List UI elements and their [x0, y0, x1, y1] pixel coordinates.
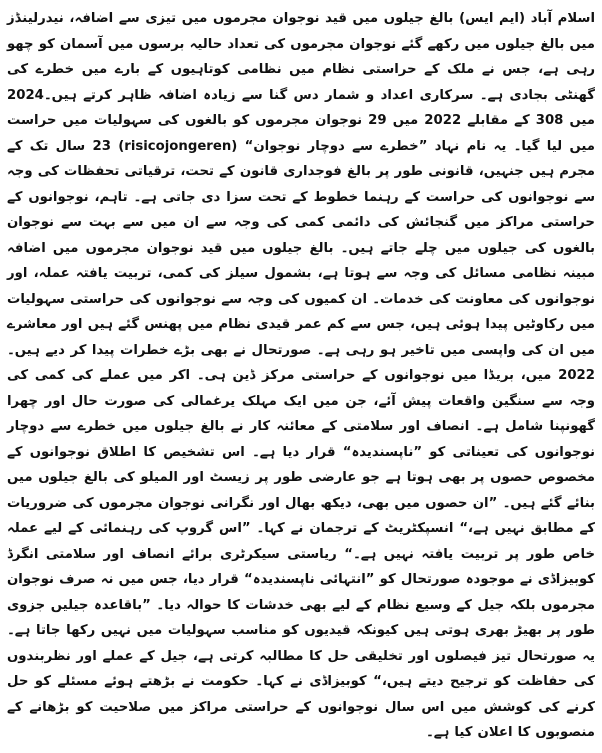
- article-body: اسلام آباد (ایم ایس) بالغ جیلوں میں قید نوجوان مجرموں میں تیزی سے اضافہ، نیدرلینڈز میں بالغ جیلوں میں رکھے گئے نوجوان مجرموں کی تعداد حالیہ برسوں میں آسمان کو چھو رہی ہے، جس نے ملک کے حراستی نظام میں نظامی کوتاہیوں کے بارے میں خطرے کی گھنٹی بجادی ہے۔ سرکاری اعداد و شمار دس گنا سے زیادہ اضافہ ظاہر کرتے ہیں۔2024 میں 308 کے مقابلے 2022 میں 29 نوجوان مجرموں کو بالغوں کی سہولیات میں حراست میں لیا گیا۔ یہ نام نہاد ”خطرے سے دوچار نوجوان“ (risicojongeren) 23 سال تک کے مجرم ہیں جنہیں، قانونی طور پر بالغ فوجداری قانون کے تحت، ترقیاتی تحفظات کی وجہ سے نوجوانوں کی حراست کے رہنما خطوط کے تحت سزا دی جاتی ہے۔ تاہم، نوجوانوں کے حراستی مراکز میں گنجائش کی دائمی کمی کی وجہ سے ان میں سے بہت سے نوجوان بالغوں کی جیلوں میں چلے جاتے ہیں۔ بالغ جیلوں میں قید نوجوان مجرموں میں اضافہ مبینہ نظامی مسائل کی وجہ سے ہوتا ہے، بشمول سیلز کی کمی، تربیت یافتہ عملہ، اور نوجوانوں کی معاونت کی خدمات۔ ان کمیوں کی وجہ سے نوجوانوں کی حراستی سہولیات میں رکاوٹیں پیدا ہوئی ہیں، جس سے کم عمر قیدی نظام میں پھنس گئے ہیں اور معاشرے میں ان کی واپسی میں تاخیر ہو رہی ہے۔ صورتحال نے بھی بڑے خطرات پیدا کر دیے ہیں۔ 2022 میں، بریڈا میں نوجوانوں کے حراستی مرکز ڈین ہی۔ اکر میں عملے کی کمی کی وجہ سے سنگین واقعات پیش آئے، جن میں ایک مہلک یرغمالی کی صورت حال اور چھرا گھونپنا شامل ہے۔ انصاف اور سلامتی کے معائنہ کار نے بالغ جیلوں میں خطرے سے دوچار نوجوانوں کی تعیناتی کو ”ناپسندیدہ“ قرار دیا ہے۔ اس تشخیص کا اطلاق نوجوانوں کے مخصوص حصوں پر بھی ہوتا ہے جو عارضی طور پر زیسٹ اور المیلو کی بالغ جیلوں میں بنائے گئے ہیں۔ ”ان حصوں میں بھی، دیکھ بھال اور نگرانی نوجوان مجرموں کی ضروریات کے مطابق نہیں ہے،“ انسپکٹریٹ کے ترجمان نے کہا۔ ”اس گروپ کی رہنمائی کے لیے عملہ خاص طور پر تربیت یافتہ نہیں ہے۔“ ریاستی سیکرٹری برائے انصاف اور سلامتی انگرڈ کوبیزاڈی نے موجودہ صورتحال کو ”انتہائی ناپسندیدہ“ قرار دیا، جس میں نہ صرف نوجوان مجرموں بلکہ جیل کے وسیع نظام کے لیے بھی خدشات کا حوالہ دیا۔ ”باقاعدہ جیلیں جزوی طور پر بھیڑ بھری ہوتی ہیں کیونکہ قیدیوں کو مناسب سہولیات میں نہیں رکھا جاتا ہے۔ یہ صورتحال تیز فیصلوں اور تخلیقی حل کا مطالبہ کرتی ہے، جیل کے عملے اور نظربندوں کی حفاظت کو ترجیح دیتے ہیں،“ کوبیزاڈی نے کہا۔ حکومت نے بڑھتے ہوئے مسئلے کو حل کرنے کی کوشش میں اس سال نوجوانوں کے حراستی مراکز میں صلاحیت کو بڑھانے کے منصوبوں کا اعلان کیا ہے۔: [7, 11, 595, 740]
